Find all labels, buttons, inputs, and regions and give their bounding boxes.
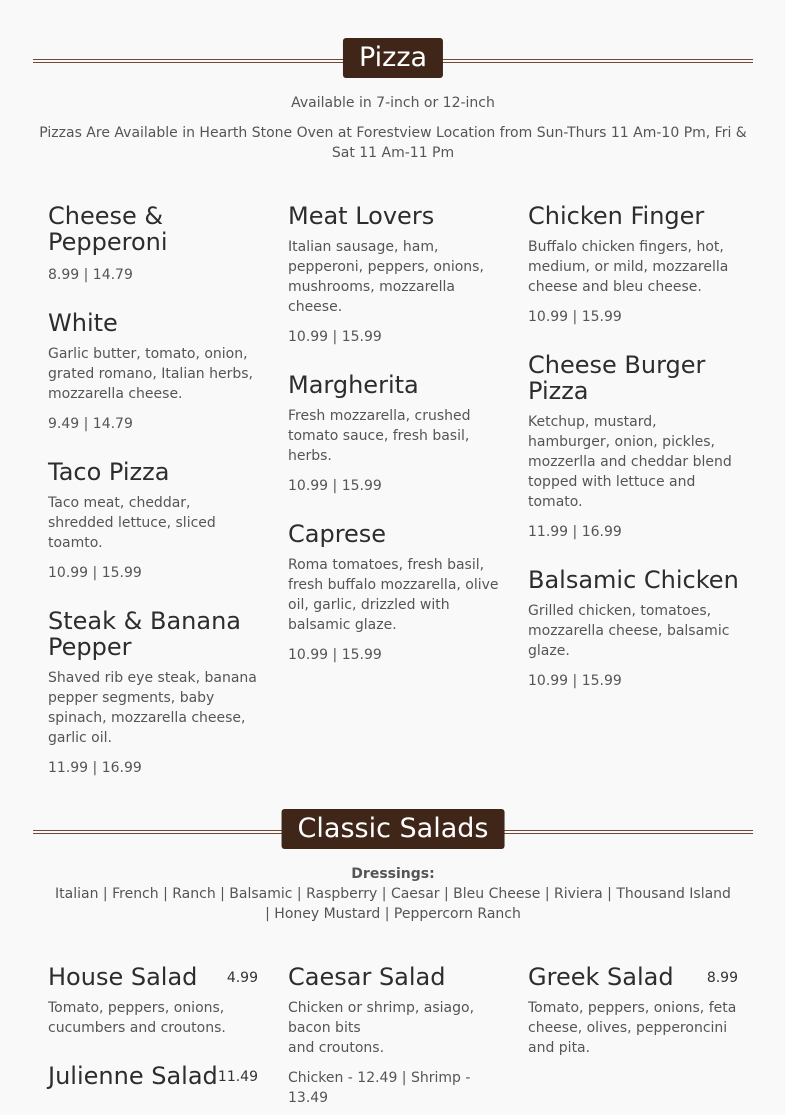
menu-item [528, 203, 740, 327]
salad-column-1 [48, 964, 258, 1089]
item-title: Caesar Salad [288, 963, 446, 991]
item-price: 4.99 [226, 970, 258, 986]
item-description: Shaved rib eye steak, banana pepper segments, baby spinach, mozzarella cheese, garlic oil. [48, 670, 257, 746]
item-price: 10.99 | 15.99 [288, 329, 382, 345]
item-title: House Salad [48, 963, 198, 991]
item-title: Margherita [288, 371, 419, 399]
salad-column-2 [288, 964, 503, 1108]
item-title: Cheese & Pepperoni [48, 202, 168, 256]
item-title: Chicken Finger [528, 202, 705, 230]
item-title: Caprese [288, 520, 387, 548]
menu-item [288, 521, 500, 665]
item-price: 8.99 [706, 970, 738, 986]
salad-column-3 [528, 964, 738, 1058]
dressings-label: Dressings: [351, 866, 435, 882]
menu-item [48, 310, 260, 434]
section-title: Pizza [343, 38, 443, 78]
item-title: White [48, 309, 118, 337]
item-description: Grilled chicken, tomatoes, mozzarella cheese, balsamic glaze. [528, 603, 730, 659]
menu-item [288, 203, 500, 347]
item-title: Greek Salad [528, 963, 674, 991]
section-title: Classic Salads [282, 809, 505, 849]
pizza-column-1 [48, 203, 260, 778]
item-description: Tomato, peppers, onions, feta cheese, olives, pepperoncini and pita. [528, 1000, 737, 1056]
item-title: Taco Pizza [48, 458, 170, 486]
pizza-column-2 [288, 203, 500, 665]
item-title: Steak & Banana Pepper [48, 607, 241, 661]
menu-item [528, 964, 738, 1058]
menu-item [48, 608, 260, 778]
item-price: 10.99 | 15.99 [48, 565, 142, 581]
item-description: Taco meat, cheddar, shredded lettuce, sliced toamto. [48, 495, 216, 551]
menu-item [288, 964, 503, 1108]
item-description: Buffalo chicken fingers, hot, medium, or mild, mozzarella cheese and bleu cheese. [528, 239, 729, 295]
item-price: 10.99 | 15.99 [528, 673, 622, 689]
sizes-note: Available in 7-inch or 12-inch [291, 95, 495, 111]
menu-item [288, 372, 500, 496]
menu-item [48, 203, 260, 285]
location-note: Pizzas Are Available in Hearth Stone Oven at Forestview Location from Sun-Thurs 11 Am-10 Pm, Fri & Sat 11 Am-11 Pm [39, 125, 747, 161]
menu-item [528, 567, 740, 691]
item-description: Ketchup, mustard, hamburger, onion, pickles, mozzerlla and cheddar blend topped with lettuce and tomato. [528, 414, 732, 510]
item-description: Fresh mozzarella, crushed tomato sauce, fresh basil, herbs. [288, 408, 471, 464]
item-price: 10.99 | 15.99 [288, 478, 382, 494]
dressings-list: Italian | French | Ranch | Balsamic | Raspberry | Caesar | Bleu Cheese | Riviera | Thousand Island | Honey Mustard | Peppercorn Ranch [55, 886, 731, 922]
item-price: 10.99 | 15.99 [528, 309, 622, 325]
item-title: Cheese Burger Pizza [528, 351, 706, 405]
item-description: Roma tomatoes, fresh basil, fresh buffalo mozzarella, olive oil, garlic, drizzled with balsamic glaze. [288, 557, 499, 633]
item-price: Chicken - 12.49 | Shrimp - 13.49 [288, 1070, 471, 1106]
item-price: 11.99 | 16.99 [48, 760, 142, 776]
item-description: Italian sausage, ham, pepperoni, peppers, onions, mushrooms, mozzarella cheese. [288, 239, 484, 315]
item-description: Garlic butter, tomato, onion, grated romano, Italian herbs, mozzarella cheese. [48, 346, 253, 402]
item-price: 8.99 | 14.79 [48, 267, 133, 283]
item-price: 11.99 | 16.99 [528, 524, 622, 540]
item-description: Tomato, peppers, onions, cucumbers and croutons. [48, 1000, 226, 1036]
salads-section-header [33, 809, 753, 849]
menu-item [528, 352, 740, 542]
menu-item [48, 1063, 258, 1089]
item-price: 9.49 | 14.79 [48, 416, 133, 432]
pizza-column-3 [528, 203, 740, 691]
item-price: 10.99 | 15.99 [288, 647, 382, 663]
item-title: Julienne Salad [48, 1062, 218, 1090]
menu-item [48, 459, 260, 583]
pizza-section-header [33, 38, 753, 78]
item-description: Chicken or shrimp, asiago, bacon bits and croutons. [288, 1000, 475, 1056]
item-title: Balsamic Chicken [528, 566, 739, 594]
menu-item [48, 964, 258, 1038]
item-price: 11.49 [217, 1069, 258, 1085]
item-title: Meat Lovers [288, 202, 435, 230]
